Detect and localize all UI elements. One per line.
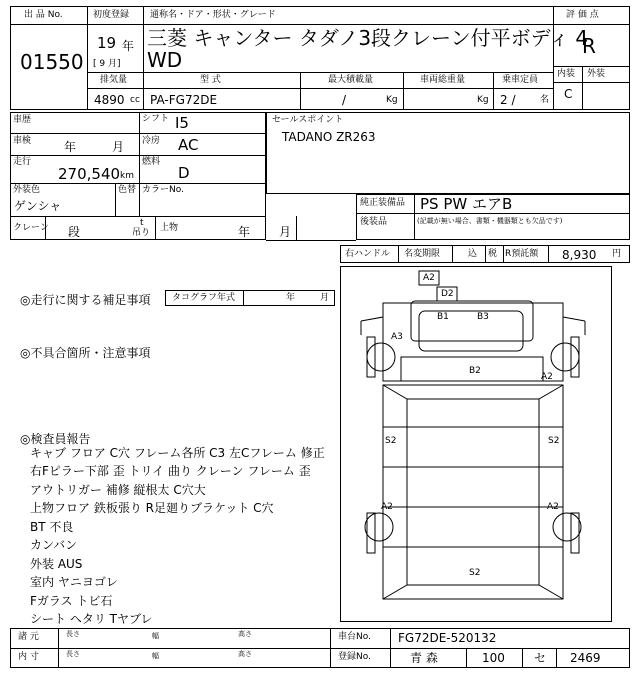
name-label: 通称名・ドア・形状・グレード (150, 10, 276, 20)
aftermarket-label: 後装品 (360, 217, 388, 227)
inspector-line: 右Fピラー下部 歪 トリイ 曲り クレーン フレーム 歪 (30, 464, 311, 478)
width-label: 幅 (152, 632, 159, 640)
shift-label: シフト (142, 114, 170, 124)
damage-label: B3 (477, 312, 489, 322)
interior-score: C (564, 87, 573, 101)
mileage-label: 走行 (13, 157, 32, 167)
chassis: FG72DE-520132 (398, 631, 497, 645)
vehicle-name-line2: WD (147, 48, 183, 72)
kg-unit-1: Kg (386, 95, 398, 105)
aftermarket-note: (記載が無い場合、書類・機器類とも欠品です) (417, 217, 563, 225)
interior-label: 内装 (557, 69, 576, 79)
damage-label: S2 (469, 568, 481, 578)
truck-diagram (340, 266, 612, 622)
color-code-label: カラーNo. (142, 185, 184, 195)
ac-label: 冷房 (142, 136, 161, 146)
interior-dims-label: 内 寸 (18, 652, 39, 662)
upper-label: 上物 (160, 223, 179, 233)
width-label-2: 幅 (152, 652, 159, 660)
reg-year: 19 (97, 34, 117, 52)
tachograph-label: タコグラフ年式 (172, 293, 236, 303)
inspector-line: 上物フロア 鉄板張り R足廻りブラケット C穴 (30, 501, 274, 515)
fuel: D (178, 164, 190, 182)
damage-label: D2 (441, 289, 454, 299)
length-label: 長さ (66, 630, 80, 638)
deposit-label: R預託額 (505, 249, 539, 259)
damage-label: A2 (541, 372, 553, 382)
tachograph-year-unit: 年 (286, 293, 296, 303)
reg-month: [ 9 月] (93, 59, 121, 69)
changed-label: 名変期限 (404, 249, 441, 259)
model: PA-FG72DE (150, 93, 218, 107)
reg-kana: セ (534, 651, 547, 665)
max-load: / (342, 93, 347, 107)
score: R (582, 34, 596, 58)
fuel-label: 燃料 (142, 157, 161, 167)
upper-year-unit: 年 (238, 225, 251, 239)
tax-label: 税 (488, 249, 498, 259)
tachograph-month-unit: 月 (320, 293, 330, 303)
damage-label: B2 (469, 366, 481, 376)
crane-ton-unit: t (140, 218, 144, 228)
capacity-label: 乗車定員 (502, 75, 539, 85)
capacity-unit: 名 (540, 95, 550, 105)
equipment-label: 純正装備品 (360, 198, 406, 208)
damage-label: A2 (423, 273, 435, 283)
defects-title: ◎不具合箇所・注意事項 (20, 346, 151, 360)
equipment-text: PS PW エアB (420, 195, 513, 213)
inspection-year-unit: 年 (64, 140, 77, 154)
vehicle-name-line1: 三菱 キャンター タダノ3段クレーン付平ボディ 4 (147, 26, 589, 50)
dims-label: 諸 元 (18, 632, 39, 642)
shift: I5 (175, 114, 189, 132)
km-unit: km (120, 171, 134, 181)
history-label: 車歴 (13, 115, 32, 125)
upper-month-unit: 月 (279, 225, 292, 239)
yen-unit: 円 (612, 249, 622, 259)
deposit: 8,930 (562, 248, 597, 262)
lot-number: 01550 (20, 50, 84, 74)
height-label: 高さ (238, 630, 252, 638)
chassis-label: 車台No. (338, 632, 371, 642)
tax-value: 込 (468, 249, 478, 259)
height-label-2: 高さ (238, 650, 252, 658)
inspector-line: シート ヘタリ Tヤブレ (30, 612, 153, 626)
capacity: 2 / (500, 93, 516, 107)
length-label-2: 長さ (66, 650, 80, 658)
ac: AC (178, 136, 199, 154)
damage-label: S2 (385, 436, 397, 446)
ext-color-label: 外装色 (13, 185, 41, 195)
reg-year-label: 初度登録 (93, 10, 130, 20)
reg-number: 2469 (570, 651, 601, 665)
selling-points-label: セールスポイント (272, 115, 344, 125)
registration-label: 登録No. (338, 652, 371, 662)
gvw-label: 車両総重量 (420, 75, 466, 85)
inspector-line: Fガラス トビ石 (30, 594, 113, 608)
details-frame (10, 112, 266, 240)
cc-unit: cc (130, 95, 140, 105)
damage-label: B1 (437, 312, 449, 322)
inspector-line: BT 不良 (30, 520, 74, 534)
crane-hook-unit: 吊り (132, 228, 151, 238)
displacement-label: 排気量 (100, 75, 128, 85)
damage-label: A2 (381, 502, 393, 512)
model-label: 型 式 (200, 75, 221, 85)
inspector-line: アウトリガー 補修 縦根太 C穴大 (30, 483, 206, 497)
inspector-line: 室内 ヤニヨゴレ (30, 575, 118, 589)
kg-unit-2: Kg (477, 95, 489, 105)
reg-year-unit: 年 (122, 39, 135, 53)
handle: 右ハンドル (345, 249, 391, 259)
crane-label: クレーン (13, 223, 49, 233)
inspection-month-unit: 月 (112, 140, 125, 154)
supplement-title: ◎走行に関する補足事項 (20, 293, 151, 307)
inspector-line: キャブ フロア C穴 フレーム各所 C3 左Cフレーム 修正 (30, 446, 325, 460)
crane-stage-unit: 段 (68, 225, 81, 239)
max-load-label: 最大積載量 (328, 75, 374, 85)
displacement: 4890 (94, 93, 125, 107)
damage-label: A2 (547, 502, 559, 512)
lot-label: 出 品 No. (24, 10, 63, 20)
score-label: 評 価 点 (566, 10, 599, 20)
selling-points-text: TADANO ZR263 (282, 130, 376, 144)
ext-color: ゲンシャ (14, 199, 62, 213)
inspector-line: 外装 AUS (30, 557, 83, 571)
reg-region: 青 森 (410, 651, 438, 665)
inspector-line: カンバン (30, 538, 78, 552)
color-no-label: 色替 (118, 185, 137, 195)
inspection-label: 車検 (13, 136, 32, 146)
damage-label: A3 (391, 332, 403, 342)
reg-class: 100 (482, 651, 505, 665)
inspector-title: ◎検査員報告 (20, 432, 91, 446)
damage-label: S2 (548, 436, 560, 446)
mileage: 270,540 (58, 165, 121, 183)
exterior-label: 外装 (587, 69, 606, 79)
